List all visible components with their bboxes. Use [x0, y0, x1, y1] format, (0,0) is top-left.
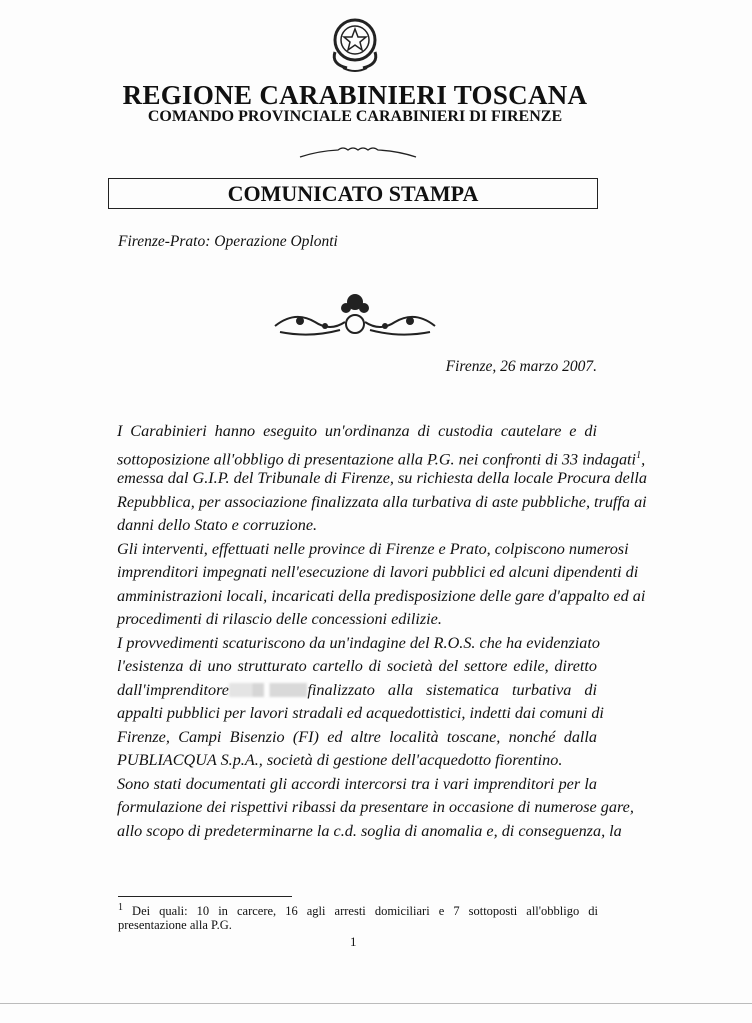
body-line-text: dall'imprenditore	[117, 680, 229, 699]
body-line	[117, 679, 597, 702]
footnote-line: presentazione alla P.G.	[118, 918, 232, 932]
footnote-reference[interactable]: 1	[636, 449, 642, 461]
body-line: emessa dal G.I.P. del Tribunale di Firenze, su richiesta della locale Procura della	[117, 469, 647, 487]
header-title: REGIONE CARABINIERI TOSCANA	[122, 80, 588, 110]
body-line-text: finalizzato alla sistematica turbativa di	[307, 680, 597, 699]
footnote-text: Dei quali: 10 in carcere, 16 agli arresti domiciliari e 7 sottoposti all'obbligo di	[132, 904, 598, 919]
body-line: Repubblica, per associazione finalizzata alla turbativa di aste pubbliche, truffa ai	[117, 492, 647, 511]
body-line: Gli interventi, effettuati nelle province di Firenze e Prato, colpiscono numerosi	[117, 539, 629, 558]
body-line: allo scopo di predeterminarne la c.d. soglia di anomalia e, di conseguenza, la	[117, 821, 622, 840]
divider-ornament	[298, 143, 418, 161]
press-release-title-box	[108, 178, 598, 209]
body-line: I Carabinieri hanno eseguito un'ordinanza di custodia cautelare e di	[117, 422, 597, 440]
footnote-separator	[118, 896, 292, 897]
body-line: procedimenti di rilascio delle concessioni edilizie.	[117, 610, 442, 628]
redacted-name	[229, 683, 307, 697]
body-line: l'esistenza di uno strutturato cartello di società del settore edile, diretto	[117, 657, 597, 675]
subject-line: Firenze-Prato: Operazione Oplonti	[118, 233, 338, 250]
body-line: danni dello Stato e corruzione.	[117, 516, 318, 534]
body-line: Sono stati documentati gli accordi intercorsi tra i vari imprenditori per la	[117, 774, 597, 793]
italian-republic-emblem	[327, 12, 383, 74]
scan-edge	[0, 1003, 752, 1004]
body-line: PUBLIACQUA S.p.A., società di gestione dell'acquedotto fiorentino.	[117, 751, 563, 769]
footnote-line	[118, 902, 598, 919]
footnote-marker: 1	[118, 902, 123, 913]
document-date: Firenze, 26 marzo 2007.	[445, 358, 597, 375]
body-line-text: sottoposizione all'obbligo di presentazione alla P.G. nei confronti di 33 indagati	[117, 449, 637, 468]
body-line: amministrazioni locali, incaricati della predisposizione delle gare d'appalto ed ai	[117, 586, 646, 605]
body-line: Firenze, Campi Bisenzio (FI) ed altre località toscane, nonché dalla	[117, 727, 597, 746]
header-subtitle: COMANDO PROVINCIALE CARABINIERI DI FIRENZE	[147, 108, 563, 125]
body-line	[117, 444, 646, 468]
floral-ornament	[270, 288, 440, 344]
press-release-title: COMUNICATO STAMPA	[227, 181, 479, 206]
comma: ,	[641, 449, 646, 468]
body-line: I provvedimenti scaturiscono da un'indagine del R.O.S. che ha evidenziato	[117, 633, 600, 652]
page-number: 1	[350, 934, 357, 949]
body-line: imprenditori impegnati nell'esecuzione di lavori pubblici ed alcuni dipendenti di	[117, 563, 639, 581]
body-line: appalti pubblici per lavori stradali ed acquedottistici, indetti dai comuni di	[117, 704, 604, 722]
body-line: formulazione dei rispettivi ribassi da presentare in occasione di numerose gare,	[117, 798, 634, 816]
